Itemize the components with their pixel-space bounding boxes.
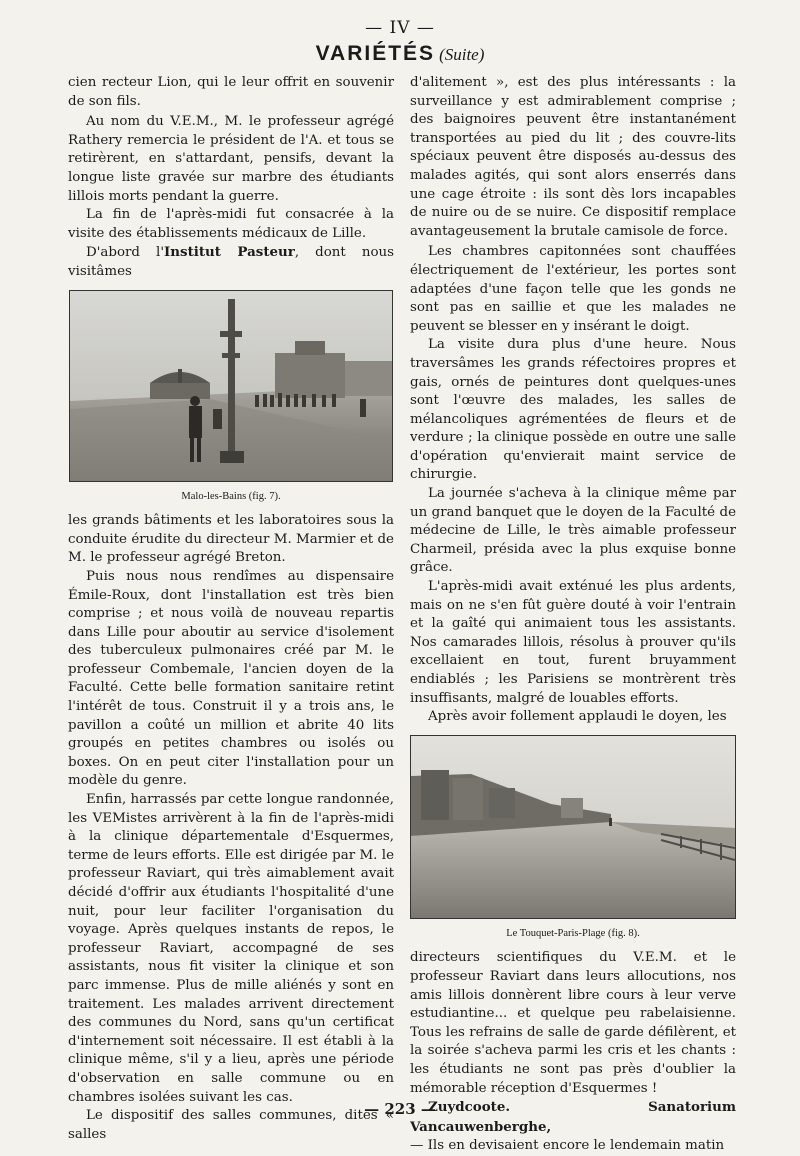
paragraph: — Ils en devisaient encore le lendemain matin — [410, 1138, 725, 1154]
paragraph: Les chambres capitonnées sont chauffées électriquement de l'extérieur, les portes sont adaptées d'une façon telle que les gonds ne sont pas en saillie et que les malades ne peuvent se blesser en y insérant le doigt. — [410, 244, 736, 334]
paragraph: Enfin, harrassés par cette longue randonnée, les VEMistes arrivèrent à la fin de l'après-midi à la clinique départementale d'Esquermes, terme de leurs efforts. Elle est dirigée par M. le professeur Raviart, qui très aimablement avait décidé d'offrir aux étudiants l'hospitalité d'une nuit, pour leur faciliter l'organisation du voyage. Après quelques instants de repos, le professeur Raviart, accompagné de ses assistants, nous fit visiter la clinique et son parc immense. Plus de mille aliénés y sont en traitement. Les malades arrivent directement des communes du Nord, sans qu'un certificat d'internement soit nécessaire. Il est établi à la clinique même, s'il y a lieu, après une période d'observation en salle commune ou en chambres isolées suivant les cas. — [68, 792, 394, 1105]
figure-8 — [410, 735, 736, 944]
left-column — [68, 74, 394, 1144]
zuydcoote-heading: Zuydcoote. Sanatorium Vancauwenberghe, — [410, 1099, 736, 1135]
paragraph: d'alitement », est des plus intéressants : la surveillance y est admirablement comprise ; des baignoires peuvent être instantanément transportées au pied du lit ; des couvre-lits spéciaux peuvent être disposés au-dessus des malades agités, qui sont alors enserrés dans une cage étroite : ils sont dès lors incapables de nuire ou de se nuire. Ce dispositif remplace avantageusement la brutale camisole de force. — [410, 75, 736, 239]
figure-7-caption: Malo-les-Bains (fig. 7). — [181, 490, 281, 502]
paragraph — [68, 243, 394, 281]
text-run: D'abord l' — [86, 245, 165, 261]
right-column — [410, 74, 736, 1156]
section-title-text: VARIÉTÉS — [315, 42, 436, 65]
text-run: , dont nous visitâmes — [68, 245, 395, 279]
paragraph: La visite dura plus d'une heure. Nous traversâmes les grands réfectoires propres et gais, ornés de peintures dont quelques-unes sont l'œuvre des malades, les salles de mélancoliques agrémentées de fleurs et de verdure ; la clinique possède en outre une salle d'opération qu'envierait maint service de chirurgie. — [410, 337, 736, 483]
page-number-roman: — IV — — [365, 18, 435, 38]
paragraph: Après avoir follement applaudi le doyen, les — [428, 709, 727, 725]
paragraph: La fin de l'après-midi fut consacrée à la visite des établissements médicaux de Lille. — [68, 207, 394, 241]
paragraph: cien recteur Lion, qui le leur offrit en souvenir de son fils. — [68, 75, 394, 109]
touquet-paris-plage-photo — [410, 735, 736, 919]
paragraph: Le dispositif des salles communes, dites « salles — [68, 1108, 394, 1142]
paragraph: L'après-midi avait exténué les plus ardents, mais on ne s'en fût guère douté à voir l'entrain et la gaîté qui animaient tous les assistants. Nos camarades lillois, résolus à prouver qu'ils excellaient en tout, furent bruyamment endiablés ; les Parisiens se montrèrent très insuffisants, malgré de louables efforts. — [410, 579, 736, 706]
figure-7 — [68, 290, 394, 507]
paragraph: La journée s'acheva à la clinique même par un grand banquet que le doyen de la Faculté de médecine de Lille, le très aimable professeur Charmeil, présida avec la plus exquise bonne grâce. — [410, 486, 736, 576]
page-number: — 223 — — [364, 1100, 436, 1118]
paragraph: Puis nous nous rendîmes au dispensaire Émile-Roux, dont l'installation est très bien comprise ; et nous voilà de nouveau repartis dans Lille pour aboutir au service d'isolement des tuberculeux pulmonaires créé par M. le professeur Combemale, l'ancien doyen de la Faculté. Cette belle formation sanitaire retint l'intérêt de tous. Construit il y a trois ans, le pavillon a coûté un million et abrite 40 lits groupés en petites chambres ou isolés ou boxes. On en peut citer l'installation pour un modèle du genre. — [68, 568, 394, 789]
malo-les-bains-photo — [69, 290, 393, 482]
paragraph: les grands bâtiments et les laboratoires sous la conduite érudite du directeur M. Marmier et de M. le professeur agrégé Breton. — [68, 513, 394, 566]
institut-pasteur-heading: Institut Pasteur — [164, 244, 295, 261]
figure-8-caption: Le Touquet-Paris-Plage (fig. 8). — [506, 927, 640, 939]
paragraph: directeurs scientifiques du V.E.M. et le professeur Raviart dans leurs allocutions, nos amis lillois donnèrent libre cours à leur verve estudiantine... et quelque peu rabelaisienne. Tous les refrains de salle de garde défilèrent, et la soirée s'acheva parmi les cris et les chants : les étudiants ne sont pas près d'oublier la mémorable réception d'Esquermes ! — [410, 950, 736, 1096]
section-title — [0, 42, 800, 66]
section-title-suite: (Suite) — [439, 45, 485, 64]
paragraph: Au nom du V.E.M., M. le professeur agrégé Rathery remercia le président de l'A. et tous se retirèrent, en s'attardant, pensifs, devant la longue liste gravée sur marbre des étudiants lillois morts pendant la guerre. — [68, 114, 394, 204]
